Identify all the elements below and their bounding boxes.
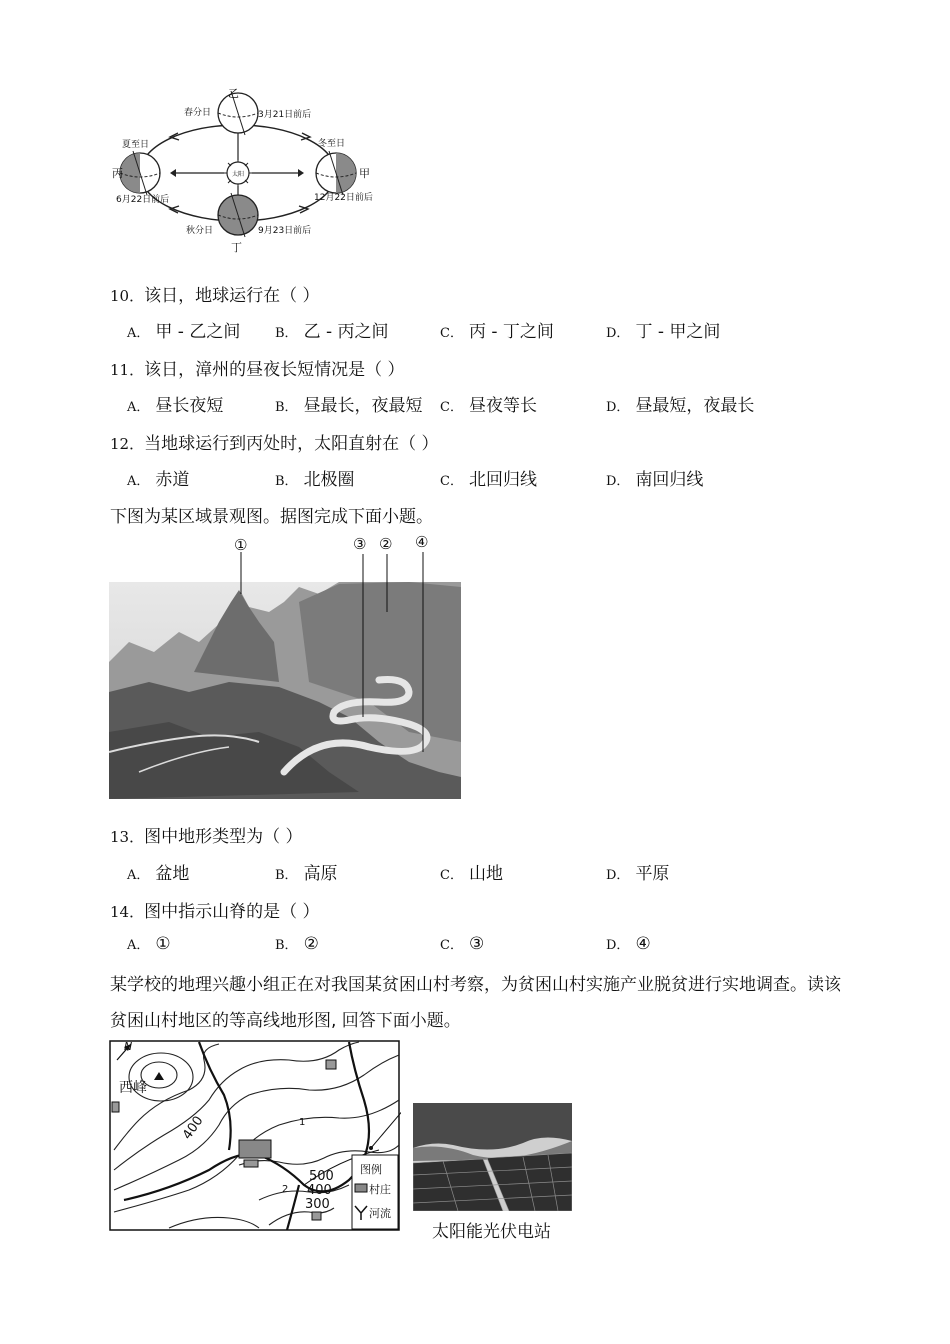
question-text: 当地球运行到丙处时，太阳直射在（ ） <box>144 434 439 454</box>
label-ding: 丁 <box>231 241 242 254</box>
earth-orbit-figure <box>110 85 390 255</box>
question-14 <box>110 897 320 922</box>
north-label: N <box>124 1040 133 1053</box>
label-jia: 甲 <box>359 167 370 180</box>
landscape-label-4: ④ <box>415 533 429 551</box>
contour-label-500: 500 <box>309 1169 334 1184</box>
q10-option-c[interactable]: C． 丙 - 丁之间 <box>440 322 554 342</box>
contour-label-400b: 400 <box>307 1183 332 1198</box>
question-number: 10． <box>110 287 145 305</box>
q10-option-d[interactable]: D． 丁 - 甲之间 <box>606 322 721 342</box>
question-number: 14． <box>110 903 145 921</box>
label-yi-date: 3月21日前后 <box>258 110 312 120</box>
solar-station-photo <box>413 1103 572 1211</box>
label-bing-term: 夏至日 <box>122 140 150 150</box>
village-intro-line1: 某学校的地理兴趣小组正在对我国某贫困山村考察，为贫困山村实施产业脱贫进行实地调查。读该 <box>110 975 841 995</box>
q11-option-d[interactable]: D． 昼最短，夜最长 <box>606 396 755 416</box>
question-12 <box>110 429 439 454</box>
landscape-label-1: ① <box>234 536 248 554</box>
landscape-photo <box>109 532 462 800</box>
contour-label-300: 300 <box>305 1197 330 1212</box>
contour-label-400a: 400 <box>179 1113 207 1143</box>
q12-option-d[interactable]: D． 南回归线 <box>606 470 704 490</box>
legend-river: 河流 <box>369 1207 391 1220</box>
earth-jia <box>316 151 356 195</box>
question-text: 图中地形类型为（ ） <box>144 827 303 847</box>
landscape-intro: 下图为某区域景观图。据图完成下面小题。 <box>110 507 433 527</box>
landscape-label-2: ② <box>379 535 393 553</box>
landscape-label-3: ③ <box>353 535 367 553</box>
svg-text:太阳: 太阳 <box>231 171 245 178</box>
q13-option-d[interactable]: D． 平原 <box>606 864 670 884</box>
earth-ding <box>218 193 258 237</box>
legend-village: 村庄 <box>369 1183 391 1196</box>
label-bing-date: 6月22日前后 <box>116 195 170 205</box>
question-10 <box>110 281 320 306</box>
q10-option-b[interactable]: B． 乙 - 丙之间 <box>275 322 389 342</box>
question-number: 13． <box>110 828 145 846</box>
point-1: 1 <box>299 1117 306 1128</box>
question-13 <box>110 822 303 847</box>
earth-bing <box>120 151 160 195</box>
label-ding-term: 秋分日 <box>186 226 214 236</box>
q11-option-c[interactable]: C． 昼夜等长 <box>440 396 537 416</box>
q14-option-c[interactable]: C． ③ <box>440 934 485 954</box>
label-bing: 丙 <box>112 167 123 180</box>
question-text: 该日，漳州的昼夜长短情况是（ ） <box>144 360 405 380</box>
question-number: 11． <box>110 361 145 379</box>
q14-option-b[interactable]: B． ② <box>275 934 319 954</box>
q11-option-a[interactable]: A． 昼长夜短 <box>127 396 224 416</box>
q12-option-c[interactable]: C． 北回归线 <box>440 470 537 490</box>
q13-option-c[interactable]: C． 山地 <box>440 864 503 884</box>
q13-option-a[interactable]: A． 盆地 <box>127 864 190 884</box>
question-11 <box>110 355 405 380</box>
question-number: 12． <box>110 435 145 453</box>
contour-map <box>109 1040 401 1232</box>
q10-option-a[interactable]: A． 甲 - 乙之间 <box>127 322 241 342</box>
peak-label: 西峰 <box>119 1080 147 1096</box>
q11-option-b[interactable]: B． 昼最长，夜最短 <box>275 396 423 416</box>
label-jia-date: 12月22日前后 <box>314 193 373 203</box>
q12-option-a[interactable]: A． 赤道 <box>127 470 190 490</box>
q12-option-b[interactable]: B． 北极圈 <box>275 470 355 490</box>
legend-title: 图例 <box>360 1163 382 1176</box>
label-yi-term: 春分日 <box>184 108 212 118</box>
label-ding-date: 9月23日前后 <box>258 226 312 236</box>
question-text: 图中指示山脊的是（ ） <box>144 902 320 922</box>
label-jia-term: 冬至日 <box>318 139 346 149</box>
question-text: 该日，地球运行在（ ） <box>144 286 320 306</box>
point-2: 2 <box>282 1184 289 1195</box>
village-intro-line2: 贫困山村地区的等高线地形图, 回答下面小题。 <box>110 1011 461 1031</box>
q13-option-b[interactable]: B． 高原 <box>275 864 338 884</box>
label-yi: 乙 <box>228 87 239 100</box>
q14-option-a[interactable]: A． ① <box>127 934 171 954</box>
q14-option-d[interactable]: D． ④ <box>606 934 651 954</box>
solar-caption: 太阳能光伏电站 <box>432 1222 551 1242</box>
